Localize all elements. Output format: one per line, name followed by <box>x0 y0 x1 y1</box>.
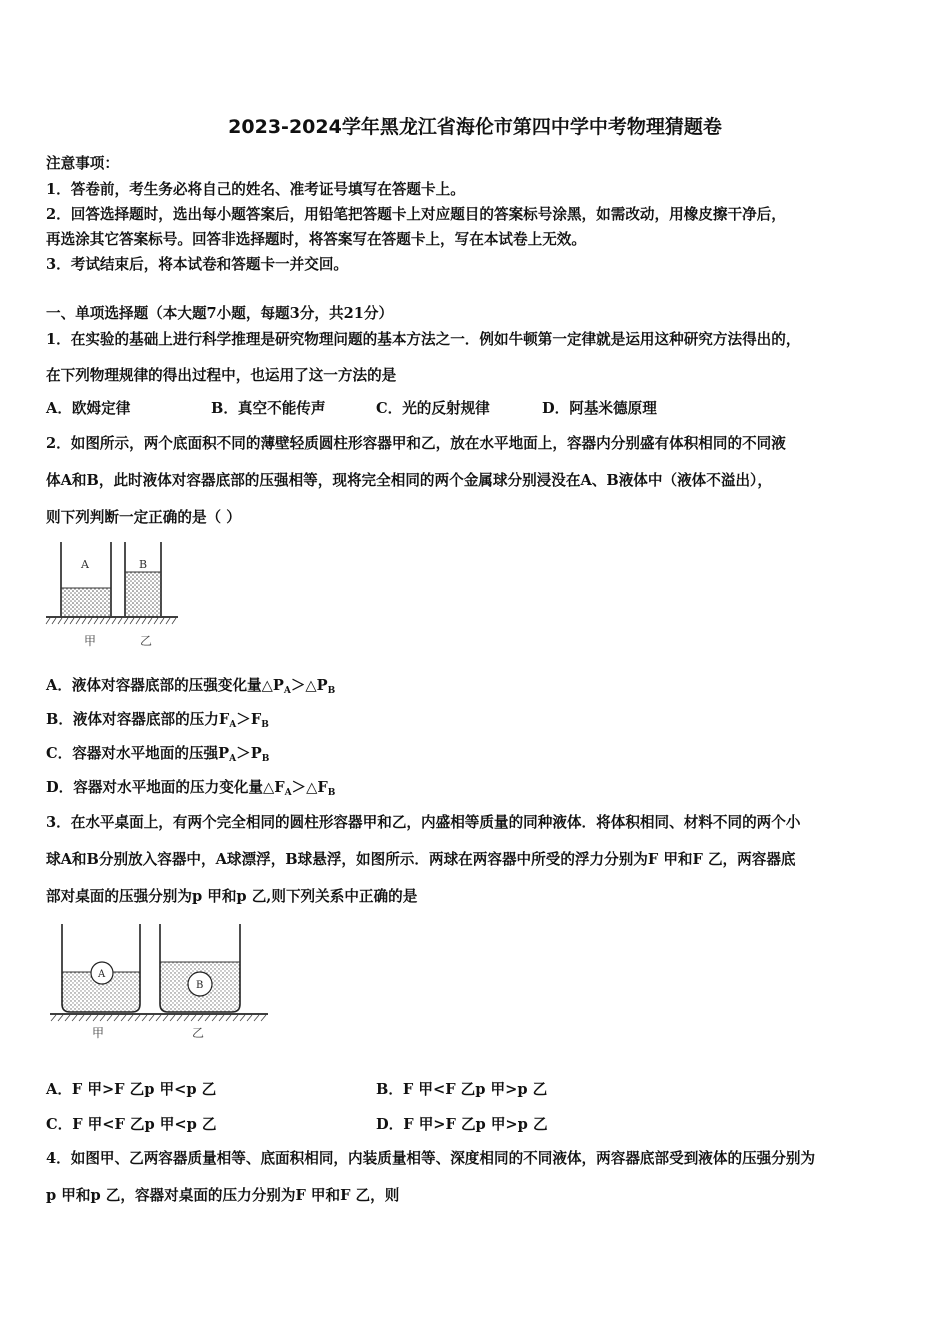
q3-figure-containers <box>46 920 272 1042</box>
label-yi: 乙 <box>140 634 153 648</box>
page-title: 2023-2024学年黑龙江省海伦市第四中学中考物理猜题卷 <box>228 116 722 138</box>
q1-option-d: D．阿基米德原理 <box>542 400 657 417</box>
ball-a-label: A <box>98 969 106 980</box>
q2-option-b: B．液体对容器底部的压力$F_A>F_B$ <box>46 711 269 730</box>
q1-stem-line2: 在下列物理规律的得出过程中，也运用了这一方法的是 <box>46 367 397 384</box>
q2-option-c: C．容器对水平地面的压强$P_A>P_B$ <box>46 745 270 764</box>
q3-option-d: D．F 甲>F 乙p 甲>p 乙 <box>376 1116 548 1133</box>
notice-heading: 注意事项： <box>46 155 119 172</box>
label-jia: 甲 <box>92 1026 105 1040</box>
liquid-a <box>61 588 111 616</box>
q1-option-a: A．欧姆定律 <box>46 400 131 417</box>
q3-option-b: B．F 甲<F 乙p 甲>p 乙 <box>376 1081 548 1098</box>
q1-option-c: C．光的反射规律 <box>376 400 490 417</box>
q2-stem-line2: 体A和B，此时液体对容器底部的压强相等，现将完全相同的两个金属球分别浸没在A、B液体中（液体不溢出）， <box>46 472 772 489</box>
q4-stem-line1: 4．如图甲、乙两容器质量相等、底面积相同，内装质量相等、深度相同的不同液体，两容器底部受到液体的压强分别为 <box>46 1150 816 1167</box>
label-a: A <box>81 558 89 571</box>
q3-stem-line2: 球A和B分别放入容器中，A球漂浮，B球悬浮，如图所示．两球在两容器中所受的浮力分别为F 甲和F 乙，两容器底 <box>46 851 796 868</box>
notice-item-1: 1．答卷前，考生务必将自己的姓名、准考证号填写在答题卡上。 <box>46 181 465 198</box>
q2-option-a: A．液体对容器底部的压强变化量$\triangle P_A>\triangle P_B$ <box>46 677 336 696</box>
q1-stem-line1: 1．在实验的基础上进行科学推理是研究物理问题的基本方法之一．例如牛顿第一定律就是运用这种研究方法得出的， <box>46 331 801 348</box>
q2-stem-line1: 2．如图所示，两个底面积不同的薄壁轻质圆柱形容器甲和乙，放在水平地面上，容器内分别盛有体积相同的不同液 <box>46 435 786 452</box>
q3-stem-line1: 3．在水平桌面上，有两个完全相同的圆柱形容器甲和乙，内盛相等质量的同种液体．将体积相同、材料不同的两个小 <box>46 814 801 831</box>
label-jia: 甲 <box>84 634 97 648</box>
q4-stem-line2: p 甲和p 乙，容器对桌面的压力分别为F 甲和F 乙，则 <box>46 1187 400 1204</box>
ball-b-label: B <box>196 980 204 991</box>
section-heading: 一、单项选择题（本大题7小题，每题3分，共21分） <box>46 305 394 322</box>
q3-stem-line3: 部对桌面的压强分别为p 甲和p 乙,则下列关系中正确的是 <box>46 888 418 905</box>
q2-option-d: D．容器对水平地面的压力变化量$\triangle F_A>\triangle F_B$ <box>46 779 336 798</box>
label-yi: 乙 <box>192 1026 205 1040</box>
liquid-b <box>125 572 161 616</box>
q2-stem-line3: 则下列判断一定正确的是（ ） <box>46 509 241 526</box>
q3-option-c: C．F 甲<F 乙p 甲<p 乙 <box>46 1116 217 1133</box>
q3-option-a: A．F 甲>F 乙p 甲<p 乙 <box>46 1081 217 1098</box>
notice-item-3: 3．考试结束后，将本试卷和答题卡一并交回。 <box>46 256 349 273</box>
q2-figure-containers <box>44 538 184 650</box>
label-b: B <box>139 558 148 571</box>
notice-item-2: 2．回答选择题时，选出每小题答案后，用铅笔把答题卡上对应题目的答案标号涂黑，如需改动，用橡皮擦干净后， <box>46 206 786 223</box>
q1-option-b: B．真空不能传声 <box>211 400 326 417</box>
notice-item-2-cont: 再选涂其它答案标号。回答非选择题时，将答案写在答题卡上，写在本试卷上无效。 <box>46 231 586 248</box>
